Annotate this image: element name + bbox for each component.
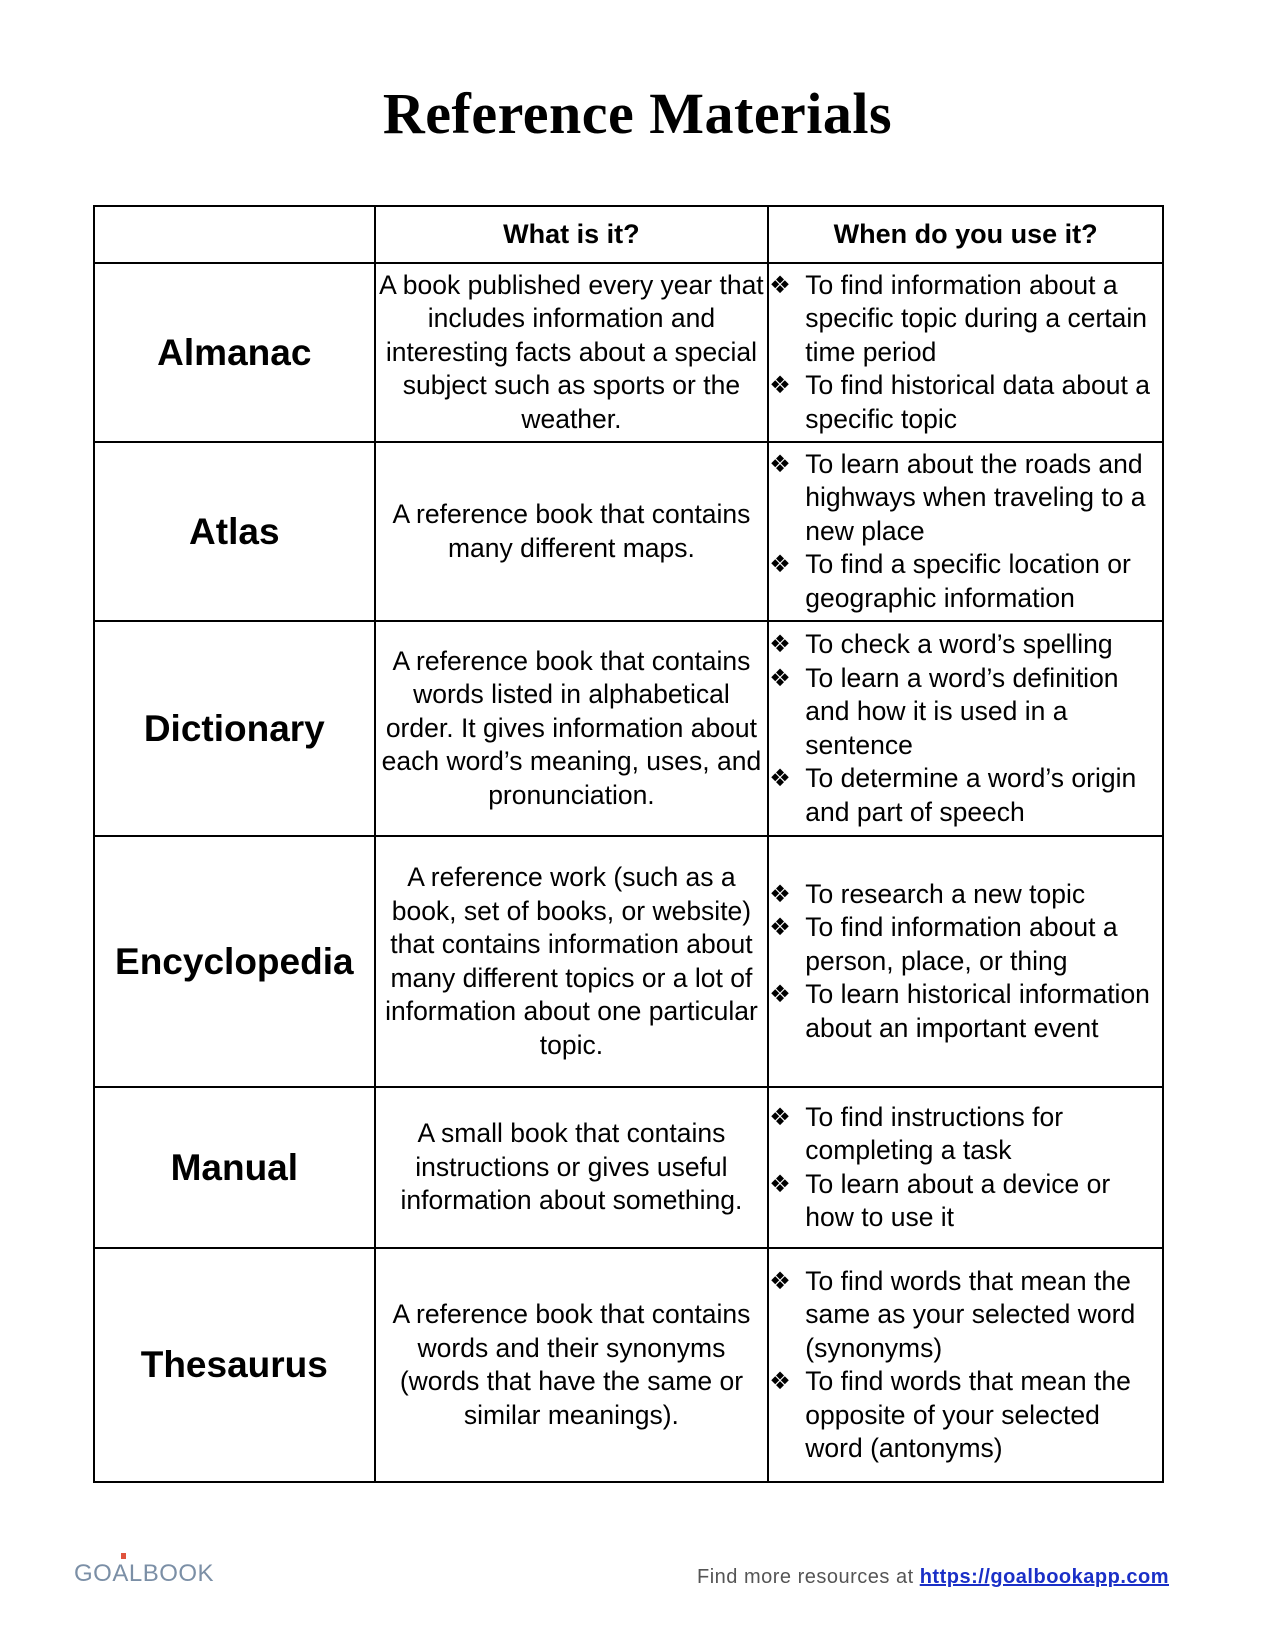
list-item [769, 369, 1162, 436]
diamond-bullet-icon: ❖ [769, 913, 791, 942]
usage-text: To learn about a device or how to use it [805, 1168, 1111, 1232]
list-item [769, 1101, 1162, 1168]
list-item [769, 911, 1162, 978]
usage-text: To learn about the roads and highways when traveling to a new place [805, 448, 1146, 546]
list-item [769, 1365, 1162, 1466]
usage-text: To learn historical information about an important event [805, 979, 1150, 1043]
term-cell: Almanac [94, 263, 375, 442]
diamond-bullet-icon: ❖ [769, 630, 791, 658]
reference-table [93, 205, 1164, 1483]
usage-text: To find information about a person, place, or thing [805, 912, 1118, 976]
term-cell: Manual [94, 1087, 375, 1248]
list-item [769, 878, 1162, 912]
definition-cell: A reference work (such as a book, set of books, or website) that contains information about many different topics or a lot of information about one particular topic. [375, 836, 769, 1087]
table-row [94, 442, 1163, 621]
usage-text: To find words that mean the opposite of your selected word (antonyms) [805, 1366, 1131, 1463]
definition-cell: A reference book that contains many different maps. [375, 442, 769, 621]
diamond-bullet-icon: ❖ [769, 1266, 791, 1295]
logo-flag-letter [112, 1560, 129, 1588]
usage-text: To find instructions for completing a task [805, 1101, 1064, 1165]
list-item [769, 662, 1162, 763]
diamond-bullet-icon: ❖ [769, 980, 791, 1009]
definition-cell: A reference book that contains words and their synonyms (words that have the same or similar meanings). [375, 1248, 769, 1482]
table-row [94, 836, 1163, 1087]
diamond-bullet-icon: ❖ [769, 663, 791, 692]
diamond-bullet-icon: ❖ [769, 550, 791, 579]
usage-cell [768, 621, 1163, 836]
usage-text: To find a specific location or geographic information [805, 549, 1131, 613]
logo-text-end: LBOOK [128, 1560, 215, 1587]
diamond-bullet-icon: ❖ [769, 371, 791, 400]
header-blank [94, 206, 375, 263]
diamond-bullet-icon: ❖ [769, 270, 791, 299]
list-item [769, 548, 1162, 615]
header-row [94, 206, 1163, 263]
list-item [769, 978, 1162, 1045]
header-what: What is it? [375, 206, 769, 263]
term-cell: Dictionary [94, 621, 375, 836]
term-cell: Encyclopedia [94, 836, 375, 1087]
usage-text: To check a word’s spelling [805, 629, 1113, 659]
diamond-bullet-icon: ❖ [769, 1367, 791, 1395]
usage-text: To find words that mean the same as your selected word (synonyms) [805, 1265, 1136, 1363]
diamond-bullet-icon: ❖ [769, 879, 791, 908]
table-row [94, 1248, 1163, 1482]
usage-cell [768, 442, 1163, 621]
usage-cell [768, 1248, 1163, 1482]
list-item [769, 628, 1162, 662]
usage-text: To learn a word’s definition and how it is used in a sentence [805, 662, 1119, 760]
header-when: When do you use it? [768, 206, 1163, 263]
footer-link[interactable]: https://goalbookapp.com [919, 1566, 1169, 1588]
page-title: Reference Materials [382, 81, 893, 146]
footer [697, 1566, 1169, 1589]
usage-cell [768, 1087, 1163, 1248]
table-row [94, 263, 1163, 442]
diamond-bullet-icon: ❖ [769, 1169, 791, 1198]
logo-text-start: GO [74, 1560, 113, 1587]
logo-text-a: A [112, 1560, 129, 1587]
footer-text: Find more resources at [697, 1566, 920, 1588]
usage-text: To determine a word’s origin and part of speech [805, 763, 1137, 827]
table-row [94, 621, 1163, 836]
list-item [769, 762, 1162, 829]
table-row [94, 1087, 1163, 1248]
usage-text: To find historical data about a specific topic [805, 370, 1150, 434]
list-item [769, 1168, 1162, 1235]
usage-cell [768, 263, 1163, 442]
list-item [769, 1265, 1162, 1366]
diamond-bullet-icon: ❖ [769, 764, 791, 792]
definition-cell: A reference book that contains words listed in alphabetical order. It gives information about each word’s meaning, uses, and pronunciation. [375, 621, 769, 836]
flag-icon [121, 1553, 126, 1559]
term-cell: Thesaurus [94, 1248, 375, 1482]
term-cell: Atlas [94, 442, 375, 621]
definition-cell: A book published every year that includes information and interesting facts about a special subject such as sports or the weather. [375, 263, 769, 442]
usage-text: To find information about a specific topic during a certain time period [805, 269, 1147, 367]
goalbook-logo [74, 1560, 214, 1588]
definition-cell: A small book that contains instructions or gives useful information about something. [375, 1087, 769, 1248]
list-item [769, 448, 1162, 549]
diamond-bullet-icon: ❖ [769, 449, 791, 478]
diamond-bullet-icon: ❖ [769, 1102, 791, 1131]
usage-text: To research a new topic [805, 878, 1086, 909]
usage-cell [768, 836, 1163, 1087]
list-item [769, 269, 1162, 370]
